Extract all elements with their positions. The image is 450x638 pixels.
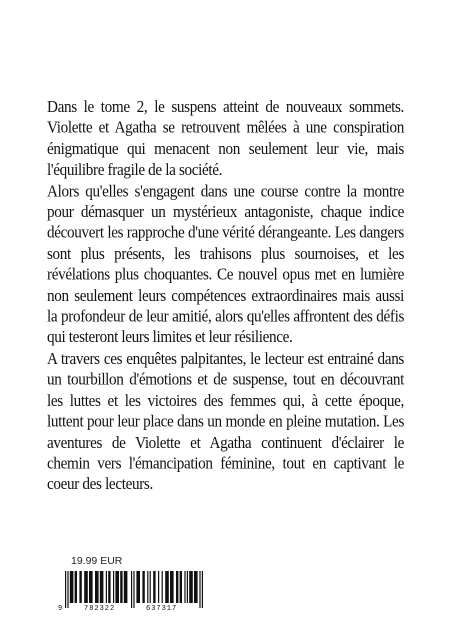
barcode-bar (106, 571, 107, 603)
barcode-bar (79, 571, 81, 603)
barcode-bar (113, 571, 114, 603)
barcode-bar (150, 571, 151, 603)
barcode-bar (189, 571, 193, 603)
barcode-bar (100, 571, 104, 603)
barcode-bar (75, 571, 77, 603)
barcode-bar (180, 571, 182, 603)
blurb-paragraph-1: Dans le tome 2, le suspens atteint de nouveaux sommets. Violette et Agatha se retrouvent mêlées à une conspiration énigmatique qui menacent non seulement leur vie, mais l'équilibre fragile de la société. (47, 98, 404, 180)
barcode-bar (176, 571, 178, 603)
price-label: 19.99 EUR (71, 555, 123, 567)
barcode-bar (65, 571, 66, 608)
barcode-bar (194, 571, 198, 603)
barcode-bar (199, 571, 200, 608)
barcode-bar (108, 571, 110, 603)
barcode-bar (136, 571, 140, 603)
barcode-bar (115, 571, 119, 603)
barcode-bar (158, 571, 159, 603)
barcode-left-digits: 782322 (84, 605, 116, 612)
barcode-bar (67, 571, 68, 608)
barcode-bar (124, 571, 128, 603)
blurb-paragraph-3: A travers ces enquêtes palpitantes, le lecteur est entrainé dans un tourbillon d'émotions et de suspense, tout en découvrant les luttes et les victoires des femmes qui, à cette époque, luttent pour leur place dans un monde en pleine mutation. Les aventures de Violette et Agatha continuent d'éclairer le chemin vers l'émancipation féminine, tout en captivant le coeur des lecteurs. (47, 349, 404, 494)
barcode-bar (133, 571, 134, 608)
barcode-bars (65, 571, 203, 608)
barcode-bar (187, 571, 188, 603)
barcode-bar (84, 571, 88, 603)
barcode-bar (170, 571, 174, 603)
barcode-prefix-digit: 9 (58, 605, 63, 612)
barcode-bar (95, 571, 99, 603)
barcode-bar (120, 571, 122, 603)
barcode-bar (202, 571, 203, 608)
isbn-barcode (57, 570, 207, 612)
barcode-bar (131, 571, 132, 608)
barcode-bar (70, 571, 74, 603)
barcode-bar (184, 571, 185, 603)
barcode-bar (89, 571, 93, 603)
blurb-paragraph-2: Alors qu'elles s'engagent dans une course contre la montre pour démasquer un mystérieux antagoniste, chaque indice découvert les rapproche d'une vérité dérangeante. Les dangers sont plus présents, les trahisons plus sournoises, et les révélations plus choquantes. Ce nouvel opus met en lumière non seulement leurs compétences extraordinaires mais aussi la profondeur de leur amitié, alors qu'elles affrontent des défis qui testeront leurs limites et leur résilience. (47, 181, 404, 347)
barcode-bar (162, 571, 163, 603)
barcode-right-digits: 637317 (146, 605, 178, 612)
blurb-text (47, 97, 404, 495)
barcode-bar (147, 571, 148, 603)
barcode-bar (153, 571, 155, 603)
barcode-bar (142, 571, 144, 603)
barcode-bar (165, 571, 169, 603)
